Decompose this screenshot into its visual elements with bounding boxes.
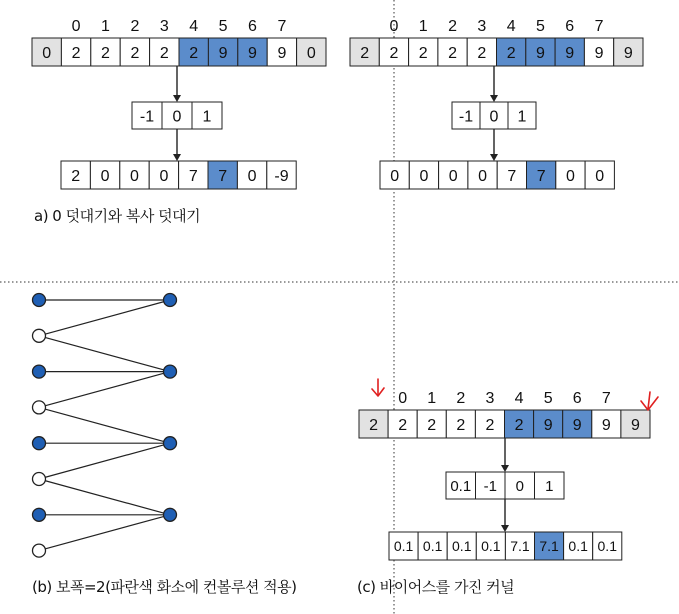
bias-kernel-panel xyxy=(359,390,650,560)
input-value: 9 xyxy=(565,44,575,62)
output-value: 0 xyxy=(130,167,139,185)
kernel-value: -1 xyxy=(458,108,474,126)
index-label: 7 xyxy=(277,18,287,35)
index-label: 0 xyxy=(71,18,81,35)
index-label: 4 xyxy=(506,18,516,35)
kernel-value: -1 xyxy=(483,477,497,495)
input-value: 9 xyxy=(218,44,228,62)
input-node-open xyxy=(33,401,46,414)
index-label: 2 xyxy=(448,18,458,35)
input-value: 9 xyxy=(248,44,257,62)
output-value: 0.1 xyxy=(597,538,617,555)
index-label: 5 xyxy=(535,18,545,35)
output-value: 0 xyxy=(100,167,110,185)
index-label: 2 xyxy=(130,18,140,35)
flow-arrow-head xyxy=(173,154,181,161)
input-value: 9 xyxy=(630,416,640,434)
index-label: 4 xyxy=(189,18,199,35)
output-value: 0 xyxy=(448,167,458,185)
output-value: 0.1 xyxy=(452,538,472,555)
input-value: 2 xyxy=(514,416,524,434)
input-value: 9 xyxy=(623,44,633,62)
stride-edge xyxy=(39,443,170,479)
output-value: 2 xyxy=(71,167,81,185)
output-value: 0.1 xyxy=(393,538,414,555)
output-node xyxy=(164,437,177,450)
index-label: 1 xyxy=(101,18,110,35)
index-label: 5 xyxy=(218,18,228,35)
kernel-value: 1 xyxy=(202,108,212,126)
index-label: 1 xyxy=(427,390,437,407)
output-value: 0 xyxy=(595,167,605,185)
input-value: 2 xyxy=(506,44,516,62)
input-node-filled xyxy=(33,437,46,450)
output-node xyxy=(164,508,177,521)
input-value: 2 xyxy=(389,44,399,62)
copy-padding-panel xyxy=(350,18,643,189)
input-value: 2 xyxy=(101,44,110,62)
input-value: 2 xyxy=(427,416,437,434)
index-label: 5 xyxy=(543,390,553,407)
output-value: -9 xyxy=(274,167,289,185)
input-value: 2 xyxy=(456,416,466,434)
input-value: 9 xyxy=(543,416,553,434)
kernel-value: 0 xyxy=(515,477,524,495)
stride-edge xyxy=(39,336,170,372)
index-label: 1 xyxy=(418,18,428,35)
caption-b: (b) 보폭=2(파란색 화소에 컨볼루션 적용) xyxy=(32,578,297,596)
input-value: 0 xyxy=(42,44,52,62)
input-node-open xyxy=(33,329,46,342)
annotation-arrow-left xyxy=(372,379,384,396)
flow-arrow-head xyxy=(173,95,181,102)
output-value: 7 xyxy=(218,167,228,185)
flow-arrow-head xyxy=(490,95,498,102)
input-value: 2 xyxy=(189,44,199,62)
input-value: 2 xyxy=(159,44,169,62)
kernel-value: -1 xyxy=(139,108,155,126)
input-node-filled xyxy=(33,365,46,378)
index-label: 6 xyxy=(248,18,257,35)
caption-a: a) 0 덧대기와 복사 덧대기 xyxy=(34,207,201,225)
output-node xyxy=(164,365,177,378)
stride-edge xyxy=(39,479,170,515)
output-value: 0 xyxy=(247,167,257,185)
annotation-arrow-right xyxy=(641,392,658,410)
input-value: 2 xyxy=(130,44,140,62)
kernel-value: 1 xyxy=(517,108,527,126)
input-value: 9 xyxy=(572,416,582,434)
output-value: 0.1 xyxy=(422,538,443,555)
output-value: 7 xyxy=(188,167,198,185)
stride-edge xyxy=(39,372,170,408)
input-value: 0 xyxy=(306,44,316,62)
kernel-value: 0.1 xyxy=(450,477,472,495)
output-value: 0.1 xyxy=(481,538,501,555)
index-label: 0 xyxy=(398,390,408,407)
input-node-open xyxy=(33,544,46,557)
output-value: 7 xyxy=(507,167,517,185)
input-value: 2 xyxy=(448,44,458,62)
flow-arrow-head xyxy=(501,525,509,532)
index-label: 7 xyxy=(594,18,604,35)
stride-edge xyxy=(39,515,170,551)
kernel-value: 0 xyxy=(489,108,499,126)
input-value: 2 xyxy=(477,44,487,62)
stride-edge xyxy=(39,300,170,336)
stride-edge xyxy=(39,407,170,443)
input-value: 2 xyxy=(398,416,408,434)
index-label: 3 xyxy=(485,390,495,407)
input-value: 2 xyxy=(485,416,495,434)
output-value: 0.1 xyxy=(568,538,588,555)
kernel-value: 1 xyxy=(545,477,554,495)
output-value: 0 xyxy=(159,167,169,185)
caption-c: (c) 바이어스를 가진 커널 xyxy=(357,578,515,596)
output-value: 7.1 xyxy=(510,538,530,555)
input-value: 9 xyxy=(535,44,545,62)
index-label: 3 xyxy=(159,18,169,35)
input-node-open xyxy=(33,473,46,486)
input-value: 2 xyxy=(369,416,379,434)
input-node-filled xyxy=(33,294,46,307)
output-value: 0 xyxy=(565,167,575,185)
input-value: 9 xyxy=(277,44,287,62)
index-label: 0 xyxy=(389,18,399,35)
input-value: 9 xyxy=(601,416,611,434)
output-node xyxy=(164,294,177,307)
index-label: 2 xyxy=(456,390,466,407)
output-value: 7 xyxy=(536,167,546,185)
input-node-filled xyxy=(33,508,46,521)
input-value: 2 xyxy=(360,44,370,62)
stride-panel xyxy=(33,294,177,558)
input-value: 2 xyxy=(418,44,428,62)
input-value: 2 xyxy=(71,44,81,62)
input-value: 9 xyxy=(594,44,604,62)
output-value: 0 xyxy=(419,167,429,185)
index-label: 7 xyxy=(601,390,611,407)
output-value: 0 xyxy=(390,167,400,185)
index-label: 4 xyxy=(514,390,524,407)
output-value: 7.1 xyxy=(539,538,559,555)
kernel-value: 0 xyxy=(172,108,182,126)
index-label: 6 xyxy=(565,18,575,35)
flow-arrow-head xyxy=(490,154,498,161)
flow-arrow-head xyxy=(501,465,509,472)
index-label: 6 xyxy=(572,390,582,407)
index-label: 3 xyxy=(477,18,487,35)
output-value: 0 xyxy=(478,167,488,185)
zero-padding-panel xyxy=(32,18,326,189)
